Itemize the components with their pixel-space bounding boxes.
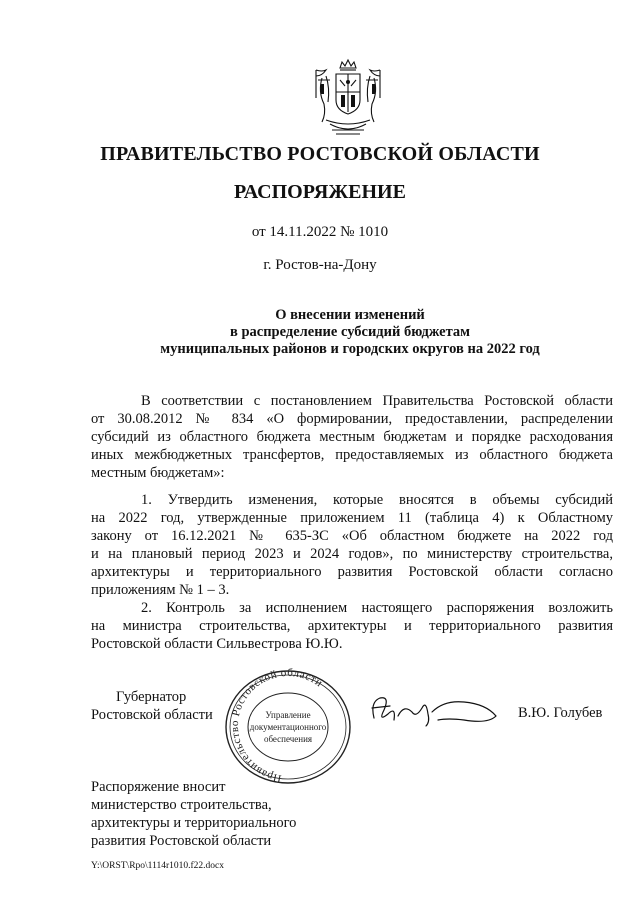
document-type: РАСПОРЯЖЕНИЕ [234,181,406,203]
text-line: В соответствии с постановлением Правительства Ростовской области [141,393,613,409]
subject-line: муниципальных районов и городских округов на 2022 год [160,341,540,357]
government-title: ПРАВИТЕЛЬСТВО РОСТОВСКОЙ ОБЛАСТИ [100,143,540,165]
document-subject [60,307,640,358]
text-line: закону от 16.12.2021 № 635-ЗС «Об областном бюджете на 2022 год [91,528,613,544]
signatory-title-line: Ростовской области [91,707,213,723]
text-line: на министра строительства, архитектуры и территориального развития [91,618,613,634]
seal-center-line: обеспечения [263,734,313,744]
text-line: приложениям № 1 – 3. [91,582,230,598]
document-date-number: от 14.11.2022 № 1010 [251,224,389,240]
text-line: субсидий из областного бюджета местным бюджетам и порядке расходования [91,429,613,445]
submitted-by-line: Распоряжение вносит [91,779,226,795]
text-line: от 30.08.2012 № 834 «О формировании, предоставлении, распределении [91,411,613,427]
seal-ring-text: Правительство Ростовской области [228,668,325,785]
text-line: 2. Контроль за исполнением настоящего распоряжения возложить [141,600,613,616]
item-1-paragraph [91,491,613,599]
handwritten-signature [368,690,500,730]
submitted-by-line: архитектуры и территориального [91,815,297,831]
text-line: иных межбюджетных трансфертов, предоставляемых из областного бюджета [91,447,613,463]
document-city: г. Ростов-на-Дону [263,257,377,273]
seal-center-line: документационного [249,722,327,732]
subject-line: в распределение субсидий бюджетам [229,324,470,340]
signatory-title-line: Губернатор [116,689,187,705]
file-path: Y:\ORST\Rpo\1114r1010.f22.docx [91,861,225,871]
seal-center-line: Управление [265,710,311,720]
text-line: Ростовской области Сильвестрова Ю.Ю. [91,636,343,652]
submitted-by-line: министерство строительства, [91,797,272,813]
text-line: архитектуры и территориального развития Ростовской области согласно [91,564,613,580]
text-line: местным бюджетам»: [91,465,225,481]
submitted-by-block [91,778,296,850]
text-line: 1. Утвердить изменения, которые вносятся в объемы субсидий [141,492,613,508]
submitted-by-line: развития Ростовской области [91,833,272,849]
signatory-name: В.Ю. Голубев [518,705,603,721]
coat-of-arms-icon [312,58,384,140]
round-seal [222,668,354,786]
text-line: и на плановый период 2023 и 2024 годов», по министерству строительства, [91,546,613,562]
preamble-paragraph [91,392,613,482]
signatory-title [91,688,213,724]
text-line: на 2022 год, утвержденные приложением 11 (таблица 4) к Областному [91,510,613,526]
item-2-paragraph [91,599,613,653]
subject-line: О внесении изменений [275,307,425,323]
